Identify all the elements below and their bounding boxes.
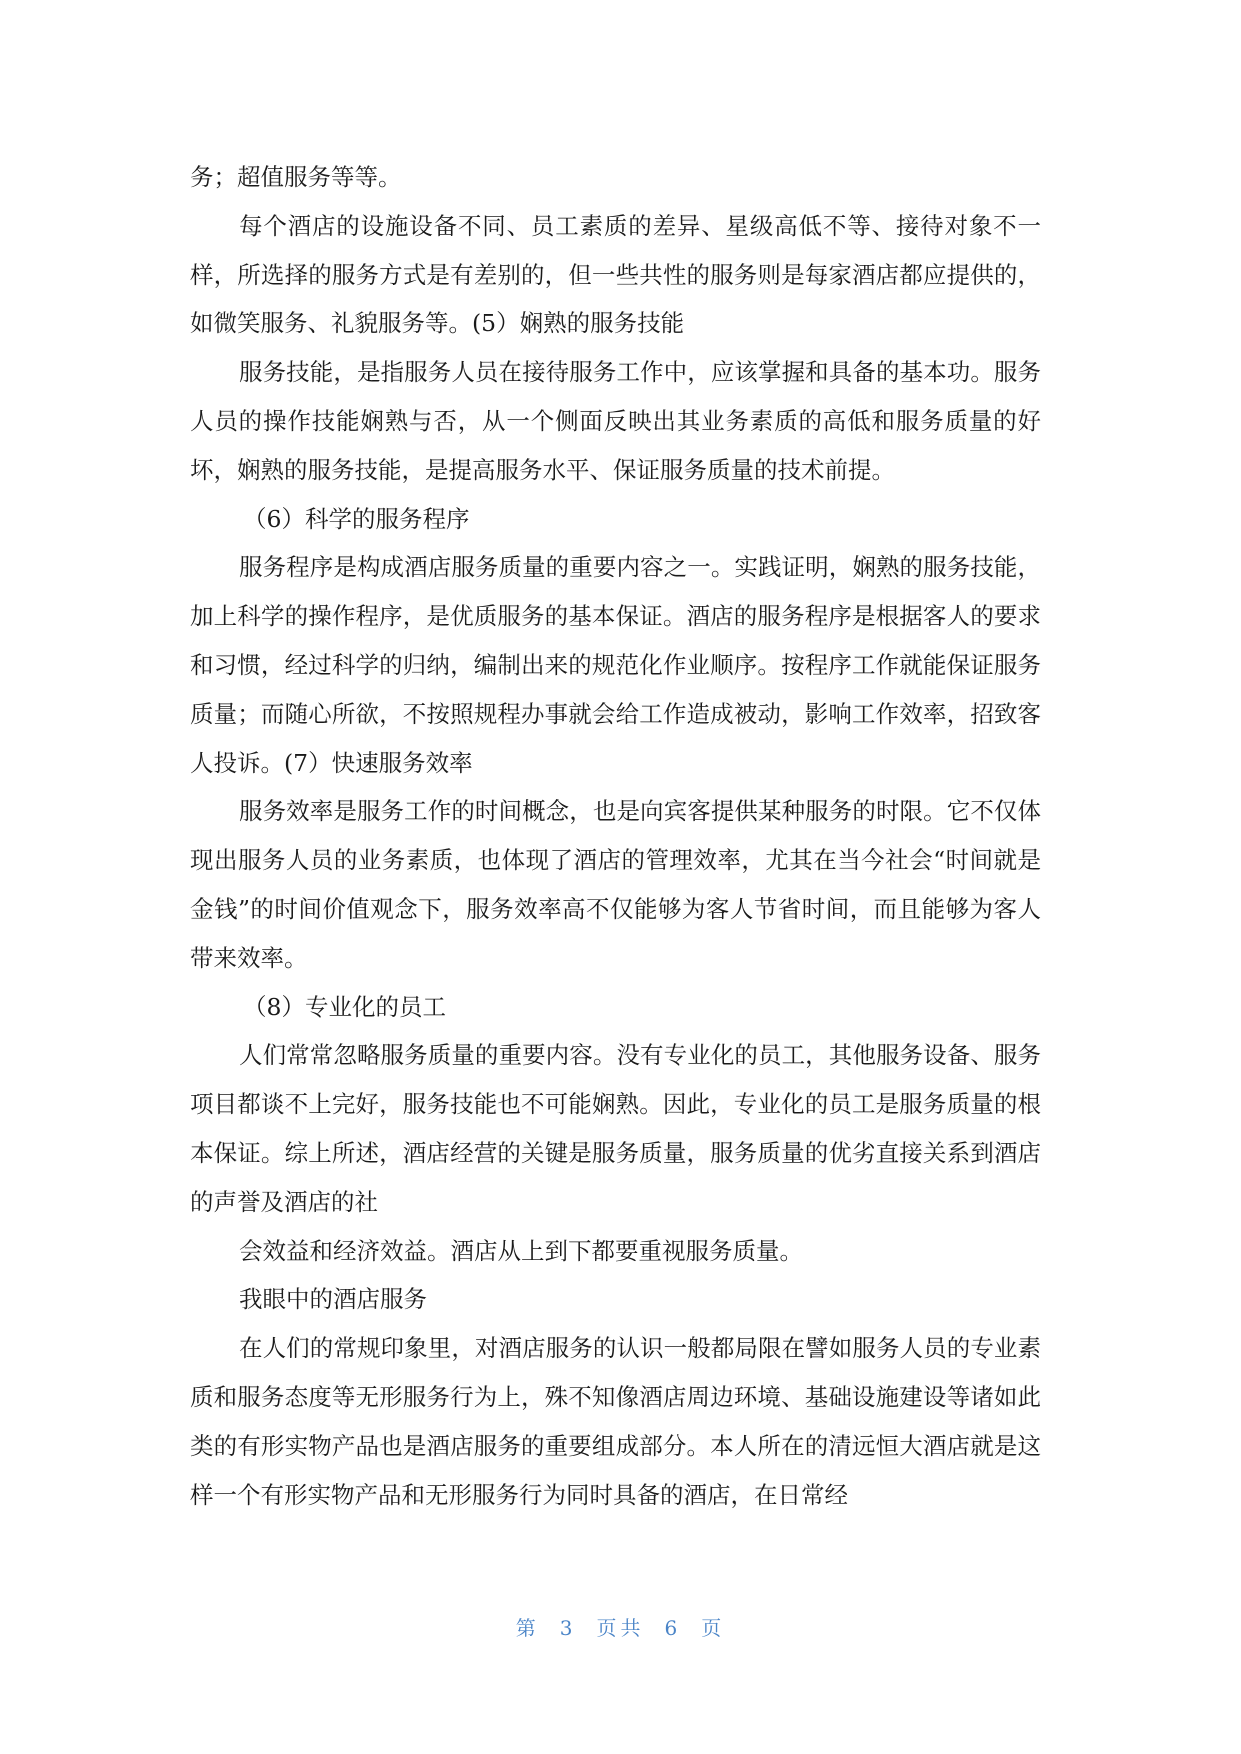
- section-heading: （8）专业化的员工: [243, 992, 446, 1021]
- article-title: 我眼中的酒店服务: [239, 1285, 427, 1314]
- paragraph: 务；超值服务等等。: [190, 163, 402, 191]
- current-page-number: 3: [559, 1616, 577, 1640]
- total-pages-number: 6: [664, 1616, 682, 1640]
- paragraph: 人们常常忽略服务质量的重要内容。没有专业化的员工，其他服务设备、服务项目都谈不上完好，服务技能也不可能娴熟。因此，专业化的员工是服务质量的根本保证。综上所述，酒店经营的关键是服务质量，服务质量的优劣直接关系到酒店的声誉及酒店的社: [190, 1041, 1041, 1216]
- footer-middle: 页共: [596, 1616, 645, 1640]
- paragraph: 会效益和经济效益。酒店从上到下都要重视服务质量。: [239, 1236, 803, 1265]
- body-text: [190, 153, 1041, 1519]
- paragraph: 服务效率是服务工作的时间概念，也是向宾客提供某种服务的时限。它不仅体现出服务人员的业务素质，也体现了酒店的管理效率，尤其在当今社会“时间就是金钱”的时间价值观念下，服务效率高不仅能够为客人节省时间，而且能够为客人带来效率。: [190, 797, 1041, 972]
- paragraph: 在人们的常规印象里，对酒店服务的认识一般都局限在譬如服务人员的专业素质和服务态度等无形服务行为上，殊不知像酒店周边环境、基础设施建设等诸如此类的有形实物产品也是酒店服务的重要组成部分。本人所在的清远恒大酒店就是这样一个有形实物产品和无形服务行为同时具备的酒店，在日常经: [190, 1334, 1041, 1509]
- section-heading: （6）科学的服务程序: [243, 504, 470, 533]
- footer-prefix: 第: [515, 1616, 540, 1640]
- paragraph: 服务程序是构成酒店服务质量的重要内容之一。实践证明，娴熟的服务技能，加上科学的操作程序，是优质服务的基本保证。酒店的服务程序是根据客人的要求和习惯，经过科学的归纳，编制出来的规范化作业顺序。按程序工作就能保证服务质量；而随心所欲，不按照规程办事就会给工作造成被动，影响工作效率，招致客人投诉。(7）快速服务效率: [190, 553, 1041, 777]
- page-footer: [0, 1612, 1241, 1641]
- paragraph: 服务技能，是指服务人员在接待服务工作中，应该掌握和具备的基本功。服务人员的操作技能娴熟与否，从一个侧面反映出其业务素质的高低和服务质量的好坏，娴熟的服务技能，是提高服务水平、保证服务质量的技术前提。: [190, 358, 1041, 484]
- footer-suffix: 页: [701, 1616, 726, 1640]
- paragraph: 每个酒店的设施设备不同、员工素质的差异、星级高低不等、接待对象不一样，所选择的服务方式是有差别的，但一些共性的服务则是每家酒店都应提供的，如微笑服务、礼貌服务等。(5）娴熟的服务技能: [190, 211, 1041, 338]
